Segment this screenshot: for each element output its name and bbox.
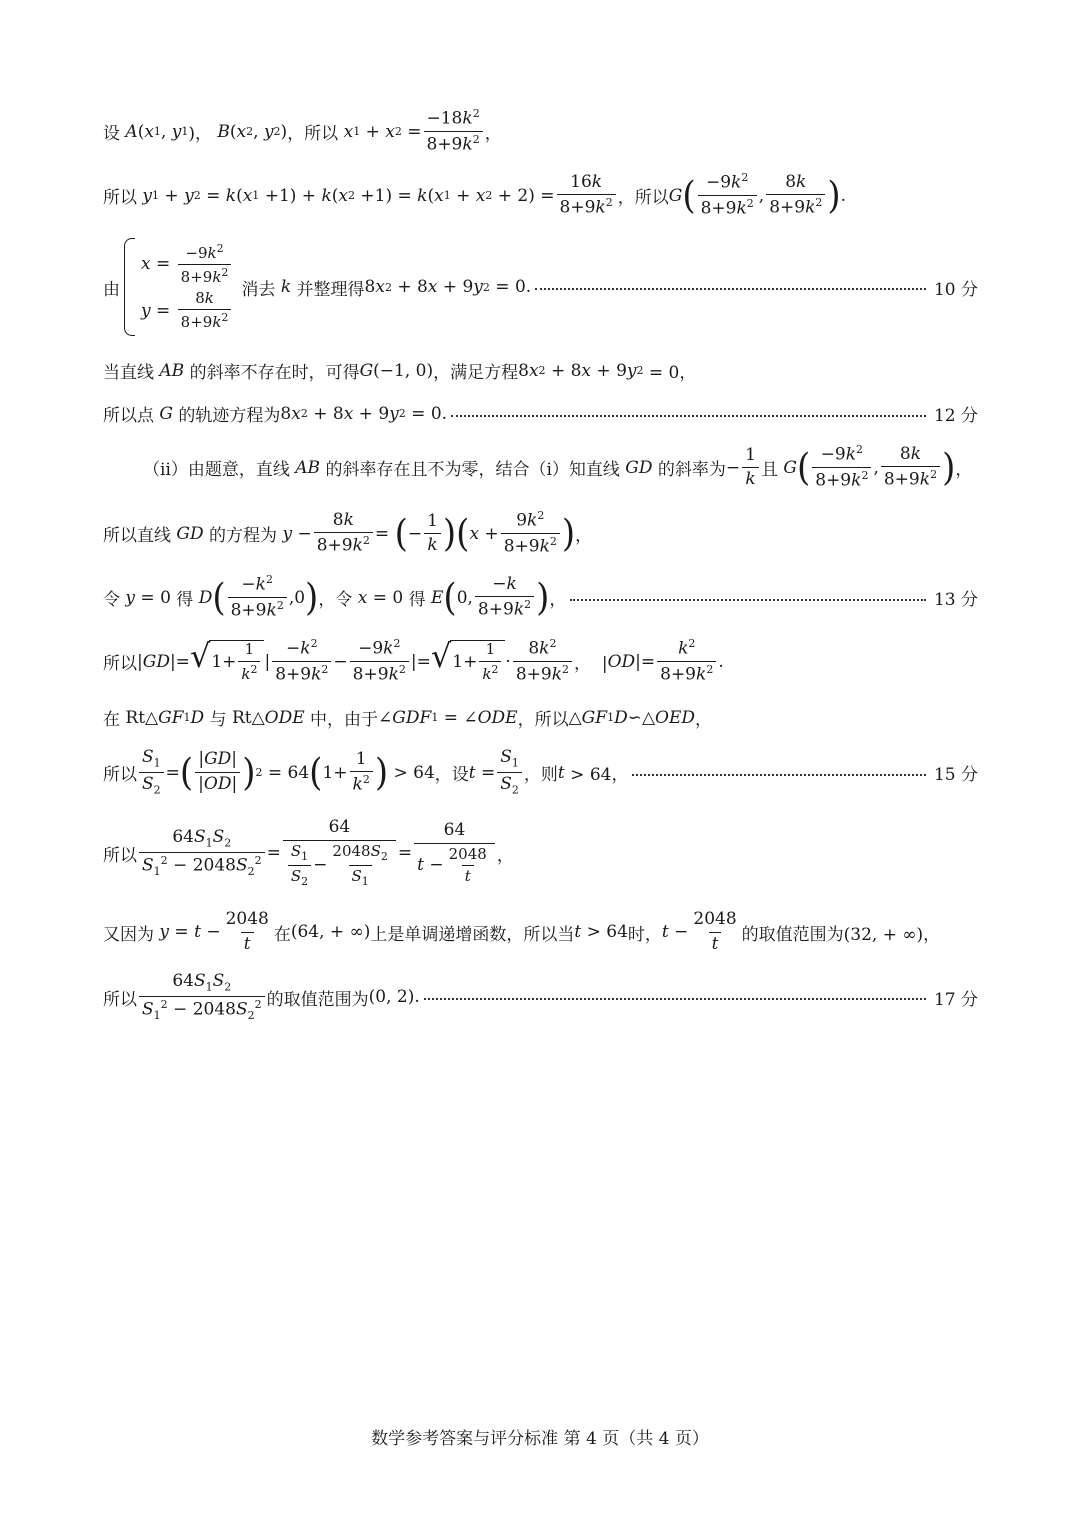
dotted-leader: [424, 998, 926, 1000]
line-y-sum: 所以 y 1 + y 2 = k ( x 1 +1) + k ( x 2 +1) = k ( x 1 + x 2 + 2) = $\frac{16k}{8+9k^2}$ ，所以 G ( $\frac{-9k^2}{8+9k^2}$ , $\frac{8k}{8+9k^2}$ ) .: [103, 171, 847, 219]
text: 所以: [103, 989, 137, 1010]
fraction: $\frac{-18k^2}{8+9k^2}$: [424, 108, 483, 155]
text: ，则: [523, 765, 558, 786]
text: 又因为: [103, 924, 154, 945]
text: 设: [103, 124, 120, 145]
line-trajectory: 所以点 G 的轨迹方程为 8 x 2 + 8 x + 9 y 2 = 0. 12 分: [103, 401, 978, 426]
fraction: 64 t − $\frac{2048}{t}$: [414, 821, 495, 885]
score: 12 分: [933, 406, 978, 426]
dotted-leader: [535, 288, 926, 290]
score: 13 分: [933, 590, 978, 611]
fraction: $\frac{-k^2}{8+9k^2}$: [228, 574, 287, 621]
text: 所以: [103, 654, 137, 675]
text: 在: [103, 710, 120, 730]
text: 且: [761, 460, 778, 481]
page-footer: 数学参考答案与评分标准 第 4 页（共 4 页）: [371, 1429, 709, 1449]
line-monotonic: 又因为 y = t − $\frac{2048}{t}$ 在 (64, + ∞) 上是单调递增函数，所以当 t > 64 时， t − $\frac{2048}{t}$ 的取值范围为 (32, + ∞)，: [103, 909, 941, 954]
line-area-ratio: 所以 $\frac{S_1}{S_2}$ = ( $\frac{|GD|}{|OD|}$ ) 2 = 64 ( 1+ $\frac{1}{k^2}$ ) > 64 ，设 t = $\frac{S_1}{S_2}$ ，则 t > 64， 15 分: [103, 747, 978, 797]
line-part-ii: （ⅱ）由题意，直线 AB 的斜率存在且不为零，结合（ⅰ）知直线 GD 的斜率为 − $\frac{1}{k}$ 且 G ( $\frac{-9k^2}{8+9k^2}$ , $\frac{8k}{8+9k^2}$ ) ，: [143, 443, 973, 491]
equation-system: x = $\frac{-9k^2}{8+9k^2}$ y = $\frac{8k}{8+9k^2}$: [120, 238, 233, 336]
fraction: $\frac{64S_1S_2}{S_1^2 - 2048S_2^2}$: [139, 828, 265, 879]
dotted-leader: [570, 599, 926, 601]
text: ，设: [434, 765, 469, 786]
text: 时，: [627, 924, 662, 945]
fraction: 64 $\frac{S_1}{S_2}$ − $\frac{2048S_2}{S_1}$: [283, 818, 396, 889]
square-root: √ 1+ $\frac{1}{k^2}$: [190, 640, 265, 683]
fraction: $\frac{1}{k}$: [742, 446, 759, 490]
text: 所以: [103, 188, 137, 209]
text: 所以: [103, 845, 137, 866]
text: ，所以: [287, 124, 339, 145]
text: 的取值范围为: [741, 924, 844, 945]
line-slope-undefined: 当直线 AB 的斜率不存在时，可得 G (−1, 0) ，满足方程 8 x 2 + 8 x + 9 y 2 = 0，: [103, 358, 978, 383]
line-final-range: 所以 $\frac{64S_1S_2}{S_1^2 - 2048S_2^2}$ 的取值范围为 (0, 2). 17 分: [103, 971, 978, 1023]
fraction: $\frac{8k}{8+9k^2}$: [766, 173, 825, 219]
text: 所以点: [103, 406, 154, 426]
text: 令: [103, 590, 120, 611]
fraction: $\frac{8k}{8+9k^2}$: [881, 445, 940, 491]
text: 消去: [241, 279, 276, 300]
brace-icon: [124, 238, 135, 336]
square-root: √ 1+ $\frac{1}{k^2}$: [431, 640, 506, 683]
text: ，满足方程: [433, 363, 519, 383]
fraction: $\frac{2048}{t}$: [693, 909, 737, 954]
text: 得: [176, 590, 194, 611]
text: 与: [209, 710, 227, 730]
line-intercepts: 令 y = 0 得 D ( $\frac{-k^2}{8+9k^2}$ ,0 ) ，令 x = 0 得 E ( 0, $\frac{-k}{8+9k^2}$ ) ， 13 分: [103, 573, 978, 621]
fraction: $\frac{S_1}{S_2}$: [497, 748, 522, 797]
fraction: $\frac{8k^2}{8+9k^2}$: [513, 638, 572, 685]
text: ，所以: [517, 710, 569, 730]
fraction: $\frac{k^2}{8+9k^2}$: [657, 638, 716, 685]
fraction: $\frac{S_1}{S_2}$: [139, 748, 164, 797]
text: 的斜率不存在时，可得: [189, 363, 360, 383]
text: 得: [408, 590, 426, 611]
fraction: $\frac{64S_1S_2}{S_1^2 - 2048S_2^2}$: [139, 972, 265, 1023]
line-lengths: 所以 | GD |= √ 1+ $\frac{1}{k^2}$ | $\frac{-k^2}{8+9k^2}$ − $\frac{-9k^2}{8+9k^2}$ |= √ 1+ $\frac{1}{k^2}$ · $\frac{8k^2}{8+9k^2}$ ， | OD |= $\frac{k^2}{8+9k^2}$ .: [103, 637, 724, 685]
text: 的斜率为: [657, 460, 726, 481]
score: 10 分: [933, 279, 978, 300]
text: 由: [103, 279, 120, 300]
score: 15 分: [933, 765, 978, 786]
line-similar-triangles: 在 Rt△ GF 1 D 与 Rt△ ODE 中，由于 ∠ GDF 1 = ∠ ODE ，所以 △ GF 1 D ∽△ OED ，: [103, 705, 978, 730]
fraction: $\frac{9k^2}{8+9k^2}$: [501, 510, 560, 557]
fraction: $\frac{1}{k}$: [424, 512, 441, 556]
text: ，所以: [617, 188, 669, 209]
text: （ⅱ）由题意，直线: [143, 460, 290, 481]
fraction: $\frac{-k}{8+9k^2}$: [475, 575, 534, 621]
text: 的斜率存在且不为零，结合（ⅰ）知直线: [325, 460, 620, 481]
fraction: $\frac{-k^2}{8+9k^2}$: [272, 638, 331, 685]
text: 的取值范围为: [266, 989, 369, 1010]
text: 上是单调递增函数，所以当: [370, 924, 575, 945]
fraction: $\frac{1}{k^2}$: [350, 750, 373, 796]
score: 17 分: [933, 989, 978, 1010]
fraction: $\frac{-9k^2}{8+9k^2}$: [698, 172, 757, 219]
line-expression: 所以 $\frac{64S_1S_2}{S_1^2 - 2048S_2^2}$ = 64 $\frac{S_1}{S_2}$ − $\frac{2048S_2}{S_1}$ = 64 t − $\frac{2048}{t}$ ，: [103, 817, 514, 889]
text: 当直线: [103, 363, 154, 383]
text: 的轨迹方程为: [178, 406, 281, 426]
text: 在: [273, 924, 291, 945]
text: 所以直线: [103, 526, 171, 547]
fraction: $\frac{8k}{8+9k^2}$: [314, 511, 373, 557]
text: ，令: [318, 590, 353, 611]
dotted-leader: [632, 774, 926, 776]
fraction: $\frac{-9k^2}{8+9k^2}$: [350, 638, 409, 685]
text: 并整理得: [296, 279, 365, 300]
fraction: $\frac{16k}{8+9k^2}$: [557, 173, 616, 219]
fraction: $\frac{-9k^2}{8+9k^2}$: [812, 444, 871, 491]
text: 所以: [103, 765, 137, 786]
text: 中，由于: [310, 710, 379, 730]
fraction: $\frac{|GD|}{|OD|}$: [195, 750, 240, 794]
line-system: 由 x = $\frac{-9k^2}{8+9k^2}$ y = $\frac{8k}{8+9k^2}$ 消去 k 并整理得 8 x 2 + 8 x + 9 y 2 = 0. 10 分: [103, 238, 978, 336]
line-gd-equation: 所以直线 GD 的方程为 y − $\frac{8k}{8+9k^2}$ = ( − $\frac{1}{k}$ ) ( x + $\frac{9k^2}{8+9k^2}$ ) ，: [103, 509, 593, 557]
line-points-ab: 设 A ( x 1 , y 1 )， B ( x 2 , y 2 ) ，所以 x 1 + x 2 = $\frac{-18k^2}{8+9k^2}$ ，: [103, 107, 502, 155]
dotted-leader: [451, 415, 926, 417]
fraction: $\frac{2048}{t}$: [225, 909, 269, 954]
text: 的方程为: [209, 526, 278, 547]
